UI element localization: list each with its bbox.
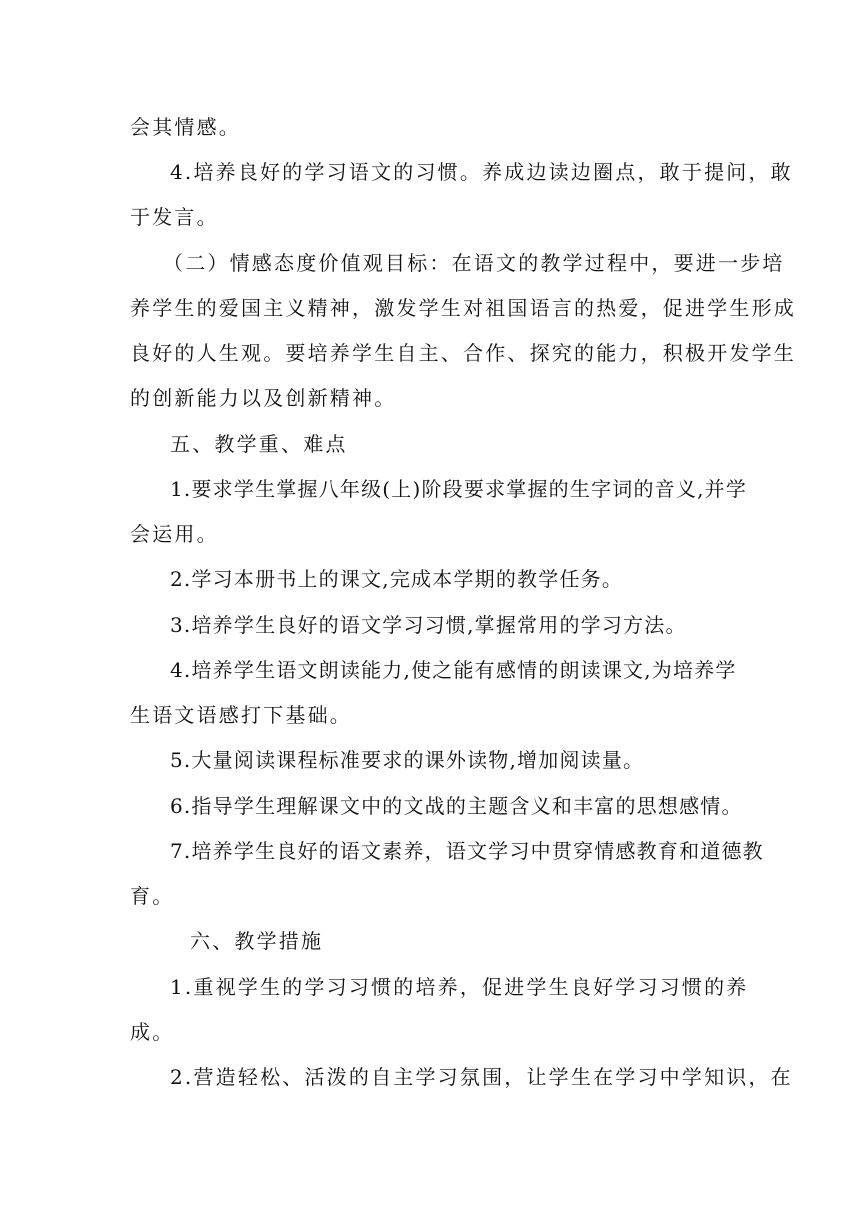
text-line: 良好的人生观。要培养学生自主、合作、探究的能力，积极开发学生 xyxy=(130,341,796,365)
text-line: 会其情感。 xyxy=(130,115,241,139)
text-line: 4.培养良好的学习语文的习惯。养成边读边圈点，敢于提问，敢 xyxy=(170,160,793,184)
text-line: 于发言。 xyxy=(130,205,219,229)
list-item: 2.学习本册书上的课文,完成本学期的教学任务。 xyxy=(170,567,624,591)
list-item: 1.重视学生的学习习惯的培养，促进学生良好学习习惯的养 xyxy=(170,975,749,999)
list-item: 1.要求学生掌握八年级(上)阶段要求掌握的生字词的音义,并学 xyxy=(170,477,748,501)
list-item: 6.指导学生理解课文中的文战的主题含义和丰富的思想感情。 xyxy=(170,794,743,818)
list-item: 2.营造轻松、活泼的自主学习氛围，让学生在学习中学知识，在 xyxy=(170,1065,793,1089)
list-item: 3.培养学生良好的语文学习习惯,掌握常用的学习方法。 xyxy=(170,613,687,637)
text-line: 成。 xyxy=(130,1020,175,1044)
section-heading: 六、教学措施 xyxy=(190,929,324,953)
section-heading: 五、教学重、难点 xyxy=(170,432,348,456)
list-item: 7.培养学生良好的语文素养，语文学习中贯穿情感教育和道德教 xyxy=(170,839,764,863)
text-line: 生语文语感打下基础。 xyxy=(130,703,352,727)
text-line: 育。 xyxy=(130,884,175,908)
list-item: 4.培养学生语文朗读能力,使之能有感情的朗读课文,为培养学 xyxy=(170,658,737,682)
section-heading: （二）情感态度价值观目标：在语文的教学过程中，要进一步培 xyxy=(163,251,785,275)
text-line: 养学生的爱国主义精神，激发学生对祖国语言的热爱，促进学生形成 xyxy=(130,296,796,320)
text-line: 会运用。 xyxy=(130,522,219,546)
text-line: 的创新能力以及创新精神。 xyxy=(130,386,397,410)
list-item: 5.大量阅读课程标准要求的课外读物,增加阅读量。 xyxy=(170,748,645,772)
